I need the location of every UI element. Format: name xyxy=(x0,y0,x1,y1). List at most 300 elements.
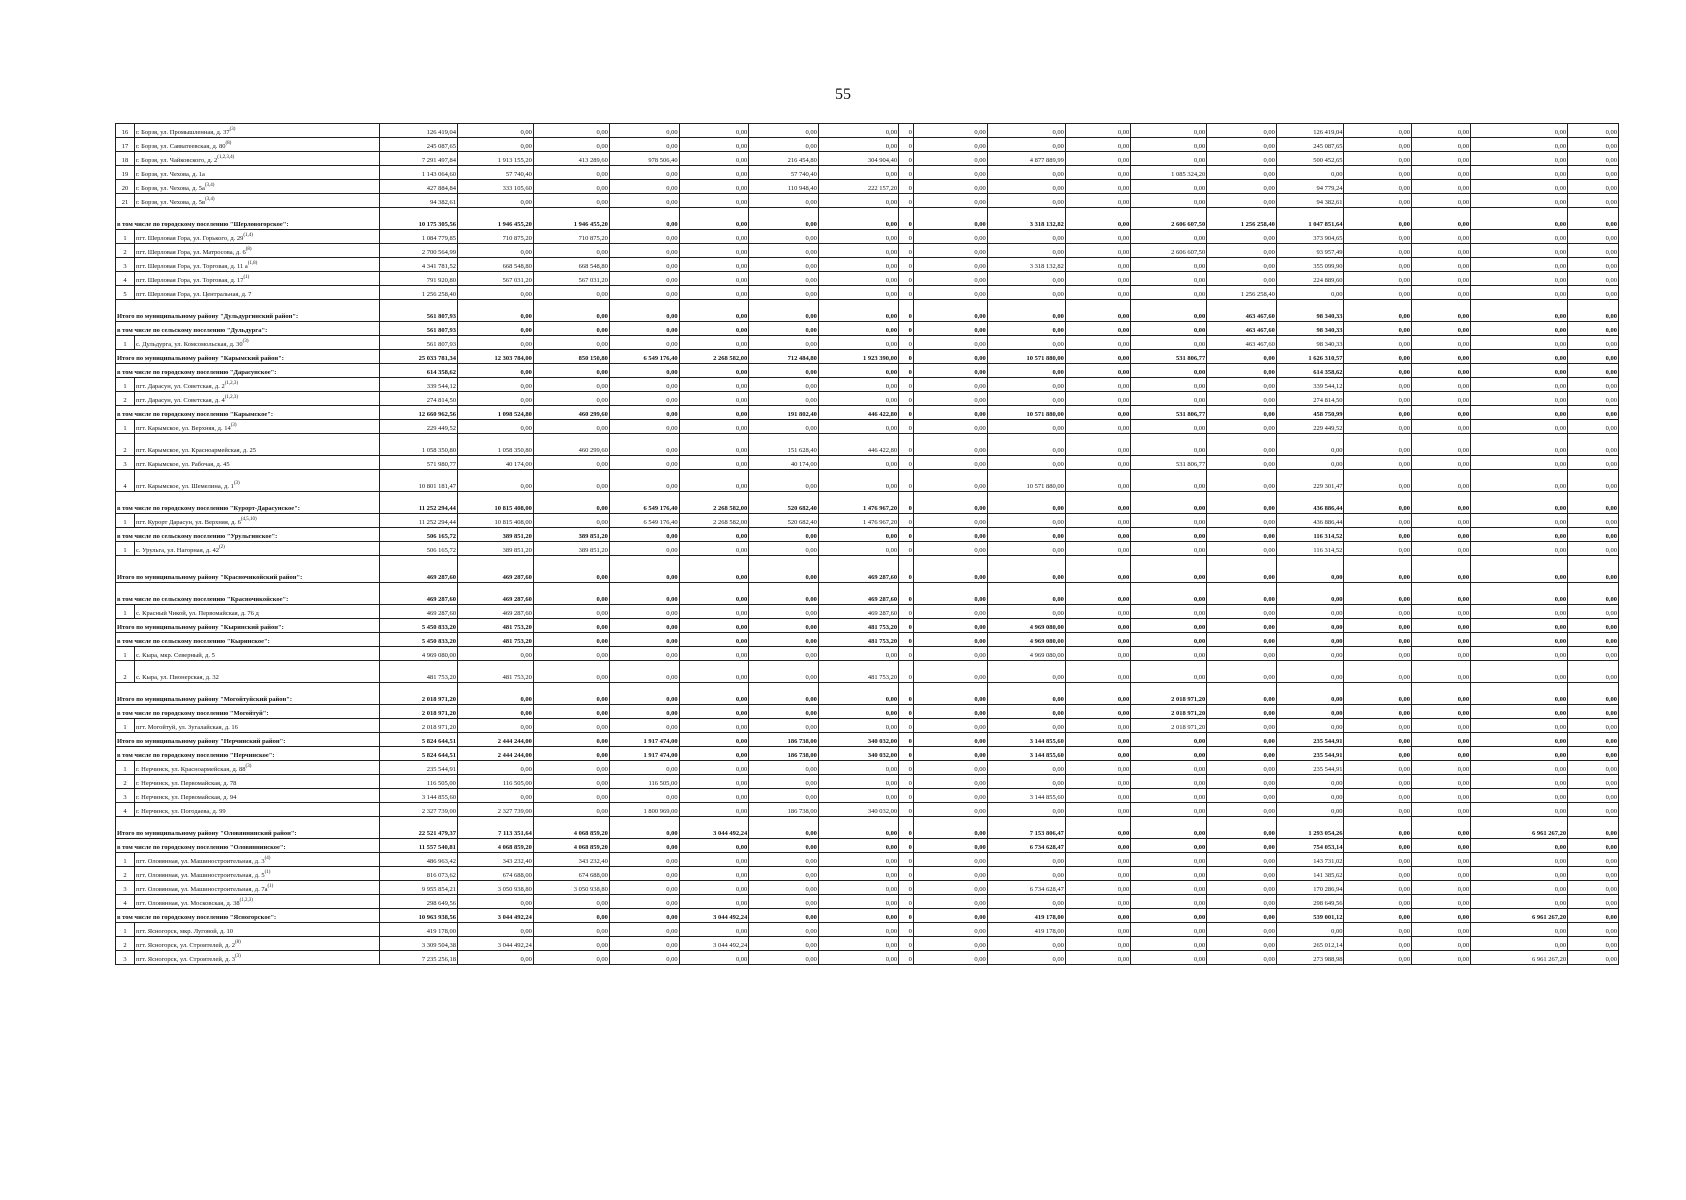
value-cell: 0,00 xyxy=(1344,434,1412,456)
value-cell: 0,00 xyxy=(1471,230,1568,244)
value-cell: 0,00 xyxy=(1065,364,1130,378)
value-cell: 389 851,20 xyxy=(457,528,533,542)
row-number: 1 xyxy=(116,420,135,434)
value-cell: 0,00 xyxy=(1065,152,1130,166)
value-cell: 486 963,42 xyxy=(379,853,457,867)
subtotal-row xyxy=(116,817,1619,839)
value-cell: 0,00 xyxy=(987,286,1065,300)
value-cell: 0,00 xyxy=(1065,951,1130,965)
value-cell: 0,00 xyxy=(818,719,898,733)
value-cell: 436 886,44 xyxy=(1276,492,1344,514)
value-cell: 481 753,20 xyxy=(457,633,533,647)
value-cell: 0,00 xyxy=(818,951,898,965)
value-cell: 245 087,65 xyxy=(1276,138,1344,152)
value-cell: 436 886,44 xyxy=(1276,514,1344,528)
row-number: 2 xyxy=(116,244,135,258)
value-cell: 460 299,60 xyxy=(533,434,609,456)
value-cell: 304 904,40 xyxy=(818,152,898,166)
value-cell: 0,00 xyxy=(749,789,819,803)
value-cell: 0,00 xyxy=(1131,951,1207,965)
value-cell: 0,00 xyxy=(1344,881,1412,895)
value-cell: 0,00 xyxy=(533,180,609,194)
value-cell: 0,00 xyxy=(913,244,987,258)
footnote-marker: (4) xyxy=(264,856,271,862)
value-cell: 12 303 784,00 xyxy=(457,350,533,364)
value-cell: 0,00 xyxy=(913,647,987,661)
value-cell: 0 xyxy=(899,208,914,230)
value-cell: 7 235 256,18 xyxy=(379,951,457,965)
value-cell: 0,00 xyxy=(1065,895,1130,909)
value-cell: 0,00 xyxy=(1065,909,1130,923)
value-cell: 0,00 xyxy=(1344,492,1412,514)
value-cell: 0,00 xyxy=(1471,661,1568,683)
value-cell: 0,00 xyxy=(1207,583,1277,605)
value-cell: 0,00 xyxy=(1065,619,1130,633)
value-cell: 0,00 xyxy=(609,470,679,492)
row-number: 4 xyxy=(116,272,135,286)
value-cell: 0,00 xyxy=(818,647,898,661)
value-cell: 0,00 xyxy=(1065,350,1130,364)
address-cell: пгт. Ясногорск, ул. Строителей, д. 3$^{(3)}$ xyxy=(134,951,379,965)
value-cell: 0 xyxy=(899,300,914,322)
value-cell: 2 268 582,00 xyxy=(679,514,749,528)
value-cell: 419 178,00 xyxy=(987,923,1065,937)
value-cell: 0,00 xyxy=(1276,583,1344,605)
value-cell: 0,00 xyxy=(1207,364,1277,378)
value-cell: 98 340,33 xyxy=(1276,336,1344,350)
footnote-marker: (1,8) xyxy=(247,261,258,267)
value-cell: 0,00 xyxy=(457,719,533,733)
value-cell: 0 xyxy=(899,775,914,789)
value-cell: 0,00 xyxy=(749,951,819,965)
address-cell: пгт. Ясногорск, ул. Строителей, д. 2$^{(8)}$ xyxy=(134,937,379,951)
value-cell: 0 xyxy=(899,761,914,775)
address-cell: г. Нерчинск, ул. Первомайская, д. 78 xyxy=(134,775,379,789)
value-cell: 0,00 xyxy=(679,895,749,909)
table-row xyxy=(116,180,1619,194)
value-cell: 186 738,00 xyxy=(749,733,819,747)
value-cell: 0,00 xyxy=(679,839,749,853)
value-cell: 4 068 859,20 xyxy=(533,817,609,839)
subtotal-row xyxy=(116,300,1619,322)
subtotal-row xyxy=(116,528,1619,542)
value-cell: 0,00 xyxy=(987,272,1065,286)
value-cell: 0,00 xyxy=(749,923,819,937)
address-cell: пгт. Шерловая Гора, ул. Центральная, д. 7 xyxy=(134,286,379,300)
row-number: 3 xyxy=(116,456,135,470)
value-cell: 0,00 xyxy=(987,166,1065,180)
subtotal-label: в том числе по городскому поселению "Могойтуй": xyxy=(116,705,380,719)
row-number: 1 xyxy=(116,761,135,775)
value-cell: 0,00 xyxy=(1471,789,1568,803)
value-cell: 0,00 xyxy=(1471,895,1568,909)
value-cell: 0,00 xyxy=(818,923,898,937)
value-cell: 0,00 xyxy=(679,867,749,881)
value-cell: 0,00 xyxy=(913,514,987,528)
value-cell: 561 807,93 xyxy=(379,322,457,336)
row-number: 1 xyxy=(116,230,135,244)
value-cell: 0,00 xyxy=(1471,124,1568,138)
value-cell: 0,00 xyxy=(457,286,533,300)
value-cell: 6 734 628,47 xyxy=(987,881,1065,895)
value-cell: 0,00 xyxy=(533,619,609,633)
row-number: 1 xyxy=(116,336,135,350)
value-cell: 469 287,60 xyxy=(379,605,457,619)
value-cell: 0,00 xyxy=(679,244,749,258)
value-cell: 0,00 xyxy=(1411,124,1470,138)
value-cell: 0,00 xyxy=(679,456,749,470)
value-cell: 0,00 xyxy=(679,775,749,789)
table-row xyxy=(116,803,1619,817)
value-cell: 1 946 455,20 xyxy=(533,208,609,230)
value-cell: 298 649,56 xyxy=(1276,895,1344,909)
address-cell: пгт. Дарасун, ул. Советская, д. 2$^{(1,2,3)}$ xyxy=(134,378,379,392)
row-number: 1 xyxy=(116,647,135,661)
value-cell: 0,00 xyxy=(749,542,819,556)
value-cell: 0 xyxy=(899,683,914,705)
value-cell: 0,00 xyxy=(1131,853,1207,867)
value-cell: 0,00 xyxy=(609,528,679,542)
value-cell: 0,00 xyxy=(1065,336,1130,350)
value-cell: 0,00 xyxy=(818,867,898,881)
value-cell: 0,00 xyxy=(533,420,609,434)
value-cell: 0,00 xyxy=(1471,300,1568,322)
value-cell: 0,00 xyxy=(1207,528,1277,542)
value-cell: 0,00 xyxy=(1411,434,1470,456)
value-cell: 419 178,00 xyxy=(987,909,1065,923)
value-cell: 850 150,80 xyxy=(533,350,609,364)
footnote-marker: (4,5,10) xyxy=(240,517,257,523)
value-cell: 0,00 xyxy=(1131,803,1207,817)
value-cell: 0,00 xyxy=(987,456,1065,470)
value-cell: 0,00 xyxy=(749,528,819,542)
value-cell: 0,00 xyxy=(533,364,609,378)
value-cell: 0,00 xyxy=(1207,937,1277,951)
value-cell: 6 549 176,40 xyxy=(609,350,679,364)
value-cell: 0,00 xyxy=(1065,230,1130,244)
value-cell: 2 268 582,00 xyxy=(679,492,749,514)
value-cell: 0,00 xyxy=(1568,817,1619,839)
value-cell: 0,00 xyxy=(1471,605,1568,619)
value-cell: 0,00 xyxy=(1344,853,1412,867)
value-cell: 0,00 xyxy=(679,683,749,705)
table-row xyxy=(116,951,1619,965)
value-cell: 0,00 xyxy=(818,392,898,406)
value-cell: 0,00 xyxy=(1131,180,1207,194)
value-cell: 2 018 971,20 xyxy=(1131,719,1207,733)
footnote-marker: (1) xyxy=(243,275,250,281)
value-cell: 222 157,20 xyxy=(818,180,898,194)
row-number: 2 xyxy=(116,392,135,406)
value-cell: 4 341 781,52 xyxy=(379,258,457,272)
table-row xyxy=(116,152,1619,166)
value-cell: 0,00 xyxy=(749,853,819,867)
value-cell: 0 xyxy=(899,839,914,853)
value-cell: 0,00 xyxy=(913,138,987,152)
value-cell: 0,00 xyxy=(1207,152,1277,166)
value-cell: 0,00 xyxy=(913,124,987,138)
value-cell: 506 165,72 xyxy=(379,528,457,542)
value-cell: 446 422,80 xyxy=(818,434,898,456)
value-cell: 191 802,40 xyxy=(749,406,819,420)
value-cell: 0,00 xyxy=(749,817,819,839)
value-cell: 0,00 xyxy=(1471,514,1568,528)
value-cell: 0,00 xyxy=(1471,322,1568,336)
value-cell: 6 961 267,20 xyxy=(1471,951,1568,965)
value-cell: 0,00 xyxy=(1471,286,1568,300)
value-cell: 0,00 xyxy=(913,881,987,895)
value-cell: 539 001,12 xyxy=(1276,909,1344,923)
row-number: 5 xyxy=(116,286,135,300)
value-cell: 0,00 xyxy=(913,470,987,492)
value-cell: 389 851,20 xyxy=(533,528,609,542)
value-cell: 4 969 080,00 xyxy=(987,619,1065,633)
row-number: 16 xyxy=(116,124,135,138)
table-row xyxy=(116,434,1619,456)
value-cell: 469 287,60 xyxy=(457,583,533,605)
value-cell: 0,00 xyxy=(609,542,679,556)
value-cell: 0,00 xyxy=(987,605,1065,619)
value-cell: 0,00 xyxy=(679,556,749,583)
value-cell: 0,00 xyxy=(1568,867,1619,881)
value-cell: 0,00 xyxy=(1568,583,1619,605)
value-cell: 0,00 xyxy=(1065,605,1130,619)
value-cell: 0,00 xyxy=(1207,951,1277,965)
value-cell: 0,00 xyxy=(679,747,749,761)
value-cell: 3 144 855,60 xyxy=(379,789,457,803)
value-cell: 0,00 xyxy=(1471,542,1568,556)
value-cell: 0,00 xyxy=(818,895,898,909)
page-number: 55 xyxy=(835,86,851,103)
value-cell: 0,00 xyxy=(533,605,609,619)
row-number: 2 xyxy=(116,867,135,881)
row-number: 1 xyxy=(116,514,135,528)
value-cell: 0,00 xyxy=(1411,881,1470,895)
table-row xyxy=(116,761,1619,775)
value-cell: 0,00 xyxy=(1411,895,1470,909)
value-cell: 0,00 xyxy=(1276,556,1344,583)
value-cell: 0,00 xyxy=(679,230,749,244)
value-cell: 0,00 xyxy=(1344,300,1412,322)
value-cell: 0,00 xyxy=(1568,300,1619,322)
value-cell: 3 318 132,82 xyxy=(987,258,1065,272)
subtotal-label: в том числе по сельскому поселению "Красночикойское": xyxy=(116,583,380,605)
value-cell: 0,00 xyxy=(818,909,898,923)
value-cell: 0,00 xyxy=(533,300,609,322)
value-cell: 0,00 xyxy=(1276,456,1344,470)
value-cell: 0,00 xyxy=(913,420,987,434)
value-cell: 0 xyxy=(899,803,914,817)
subtotal-label: Итого по муниципальному району "Дульдургинский район": xyxy=(116,300,380,322)
value-cell: 0,00 xyxy=(749,937,819,951)
value-cell: 0 xyxy=(899,406,914,420)
value-cell: 0,00 xyxy=(1276,166,1344,180)
value-cell: 0,00 xyxy=(609,867,679,881)
value-cell: 0,00 xyxy=(1411,803,1470,817)
value-cell: 668 548,80 xyxy=(533,258,609,272)
row-number: 1 xyxy=(116,853,135,867)
value-cell: 0,00 xyxy=(913,923,987,937)
value-cell: 0,00 xyxy=(1411,719,1470,733)
value-cell: 0,00 xyxy=(1411,839,1470,853)
value-cell: 0,00 xyxy=(1065,923,1130,937)
value-cell: 0,00 xyxy=(913,300,987,322)
value-cell: 0,00 xyxy=(987,775,1065,789)
value-cell: 0,00 xyxy=(609,895,679,909)
value-cell: 0,00 xyxy=(1411,300,1470,322)
value-cell: 0,00 xyxy=(679,761,749,775)
value-cell: 0,00 xyxy=(1411,705,1470,719)
value-cell: 0,00 xyxy=(1207,605,1277,619)
value-cell: 0,00 xyxy=(609,705,679,719)
value-cell: 0,00 xyxy=(1344,619,1412,633)
value-cell: 0,00 xyxy=(533,492,609,514)
value-cell: 0,00 xyxy=(1344,258,1412,272)
value-cell: 0,00 xyxy=(1568,556,1619,583)
value-cell: 0,00 xyxy=(749,208,819,230)
value-cell: 0 xyxy=(899,853,914,867)
subtotal-label: в том числе по городскому поселению "Ясногорское": xyxy=(116,909,380,923)
value-cell: 216 454,80 xyxy=(749,152,819,166)
value-cell: 460 299,60 xyxy=(533,406,609,420)
value-cell: 0 xyxy=(899,556,914,583)
value-cell: 0 xyxy=(899,661,914,683)
value-cell: 116 314,52 xyxy=(1276,542,1344,556)
value-cell: 0,00 xyxy=(679,138,749,152)
value-cell: 0,00 xyxy=(749,683,819,705)
value-cell: 0,00 xyxy=(1344,661,1412,683)
value-cell: 668 548,80 xyxy=(457,258,533,272)
value-cell: 0,00 xyxy=(1471,853,1568,867)
value-cell: 0,00 xyxy=(1131,364,1207,378)
value-cell: 0,00 xyxy=(1065,434,1130,456)
value-cell: 0,00 xyxy=(533,895,609,909)
value-cell: 0,00 xyxy=(533,286,609,300)
value-cell: 0,00 xyxy=(913,937,987,951)
value-cell: 0,00 xyxy=(1065,867,1130,881)
value-cell: 0,00 xyxy=(1568,138,1619,152)
value-cell: 0 xyxy=(899,364,914,378)
value-cell: 0,00 xyxy=(913,803,987,817)
value-cell: 0,00 xyxy=(609,839,679,853)
value-cell: 0,00 xyxy=(1065,272,1130,286)
value-cell: 0,00 xyxy=(1568,378,1619,392)
value-cell: 0,00 xyxy=(818,937,898,951)
value-cell: 0,00 xyxy=(1276,633,1344,647)
value-cell: 0,00 xyxy=(1207,244,1277,258)
value-cell: 0,00 xyxy=(749,556,819,583)
value-cell: 143 731,02 xyxy=(1276,853,1344,867)
value-cell: 0,00 xyxy=(1207,661,1277,683)
value-cell: 0,00 xyxy=(1344,605,1412,619)
table-row xyxy=(116,542,1619,556)
value-cell: 0 xyxy=(899,286,914,300)
value-cell: 0,00 xyxy=(749,300,819,322)
value-cell: 0,00 xyxy=(749,420,819,434)
value-cell: 0,00 xyxy=(1207,719,1277,733)
footnote-marker: (3) xyxy=(242,339,249,345)
value-cell: 0,00 xyxy=(987,138,1065,152)
value-cell: 4 068 859,20 xyxy=(533,839,609,853)
value-cell: 0,00 xyxy=(1131,775,1207,789)
value-cell: 0,00 xyxy=(913,909,987,923)
value-cell: 0,00 xyxy=(818,456,898,470)
value-cell: 0,00 xyxy=(1471,350,1568,364)
value-cell: 0,00 xyxy=(1568,434,1619,456)
value-cell: 0,00 xyxy=(1131,286,1207,300)
value-cell: 0,00 xyxy=(749,839,819,853)
value-cell: 0,00 xyxy=(1207,180,1277,194)
row-number: 2 xyxy=(116,434,135,456)
value-cell: 0,00 xyxy=(1344,909,1412,923)
value-cell: 0,00 xyxy=(533,124,609,138)
value-cell: 0,00 xyxy=(913,378,987,392)
value-cell: 0,00 xyxy=(679,286,749,300)
subtotal-row xyxy=(116,683,1619,705)
value-cell: 0,00 xyxy=(1568,152,1619,166)
value-cell: 0,00 xyxy=(1568,406,1619,420)
value-cell: 0,00 xyxy=(818,839,898,853)
table-row xyxy=(116,719,1619,733)
value-cell: 235 544,91 xyxy=(1276,747,1344,761)
value-cell: 0,00 xyxy=(1065,378,1130,392)
value-cell: 0,00 xyxy=(609,633,679,647)
value-cell: 0,00 xyxy=(609,761,679,775)
value-cell: 469 287,60 xyxy=(457,605,533,619)
value-cell: 340 032,00 xyxy=(818,747,898,761)
value-cell: 116 314,52 xyxy=(1276,528,1344,542)
value-cell: 2 444 244,00 xyxy=(457,747,533,761)
value-cell: 712 484,80 xyxy=(749,350,819,364)
value-cell: 419 178,00 xyxy=(379,923,457,937)
value-cell: 0,00 xyxy=(1207,747,1277,761)
value-cell: 0,00 xyxy=(1344,138,1412,152)
value-cell: 0,00 xyxy=(913,789,987,803)
subtotal-label: в том числе по городскому поселению "Нерчинское": xyxy=(116,747,380,761)
value-cell: 0,00 xyxy=(457,364,533,378)
value-cell: 0,00 xyxy=(1131,789,1207,803)
value-cell: 40 174,00 xyxy=(749,456,819,470)
value-cell: 0,00 xyxy=(1411,647,1470,661)
value-cell: 0,00 xyxy=(818,194,898,208)
value-cell: 343 232,40 xyxy=(457,853,533,867)
value-cell: 339 544,12 xyxy=(379,378,457,392)
address-cell: пгт. Карымское, ул. Красноармейская, д. 25 xyxy=(134,434,379,456)
value-cell: 0,00 xyxy=(533,244,609,258)
value-cell: 1 293 054,26 xyxy=(1276,817,1344,839)
value-cell: 0,00 xyxy=(1411,272,1470,286)
value-cell: 0,00 xyxy=(1131,514,1207,528)
value-cell: 0,00 xyxy=(1065,761,1130,775)
value-cell: 3 044 492,24 xyxy=(679,937,749,951)
value-cell: 481 753,20 xyxy=(379,661,457,683)
value-cell: 413 289,60 xyxy=(533,152,609,166)
value-cell: 0,00 xyxy=(1207,138,1277,152)
subtotal-row xyxy=(116,208,1619,230)
subtotal-label: в том числе по сельскому поселению "Дульдурга": xyxy=(116,322,380,336)
value-cell: 0 xyxy=(899,194,914,208)
row-number: 4 xyxy=(116,895,135,909)
value-cell: 0,00 xyxy=(1207,166,1277,180)
value-cell: 0 xyxy=(899,633,914,647)
address-cell: г. Борзя, ул. Чехова, д. $5а^{(3,4)}$ xyxy=(134,180,379,194)
row-number: 1 xyxy=(116,923,135,937)
address-cell: с. Кыра, мкр. Северный, д. 5 xyxy=(134,647,379,661)
value-cell: 0,00 xyxy=(913,839,987,853)
value-cell: 0,00 xyxy=(679,951,749,965)
value-cell: 0,00 xyxy=(1207,258,1277,272)
value-cell: 0,00 xyxy=(533,733,609,747)
